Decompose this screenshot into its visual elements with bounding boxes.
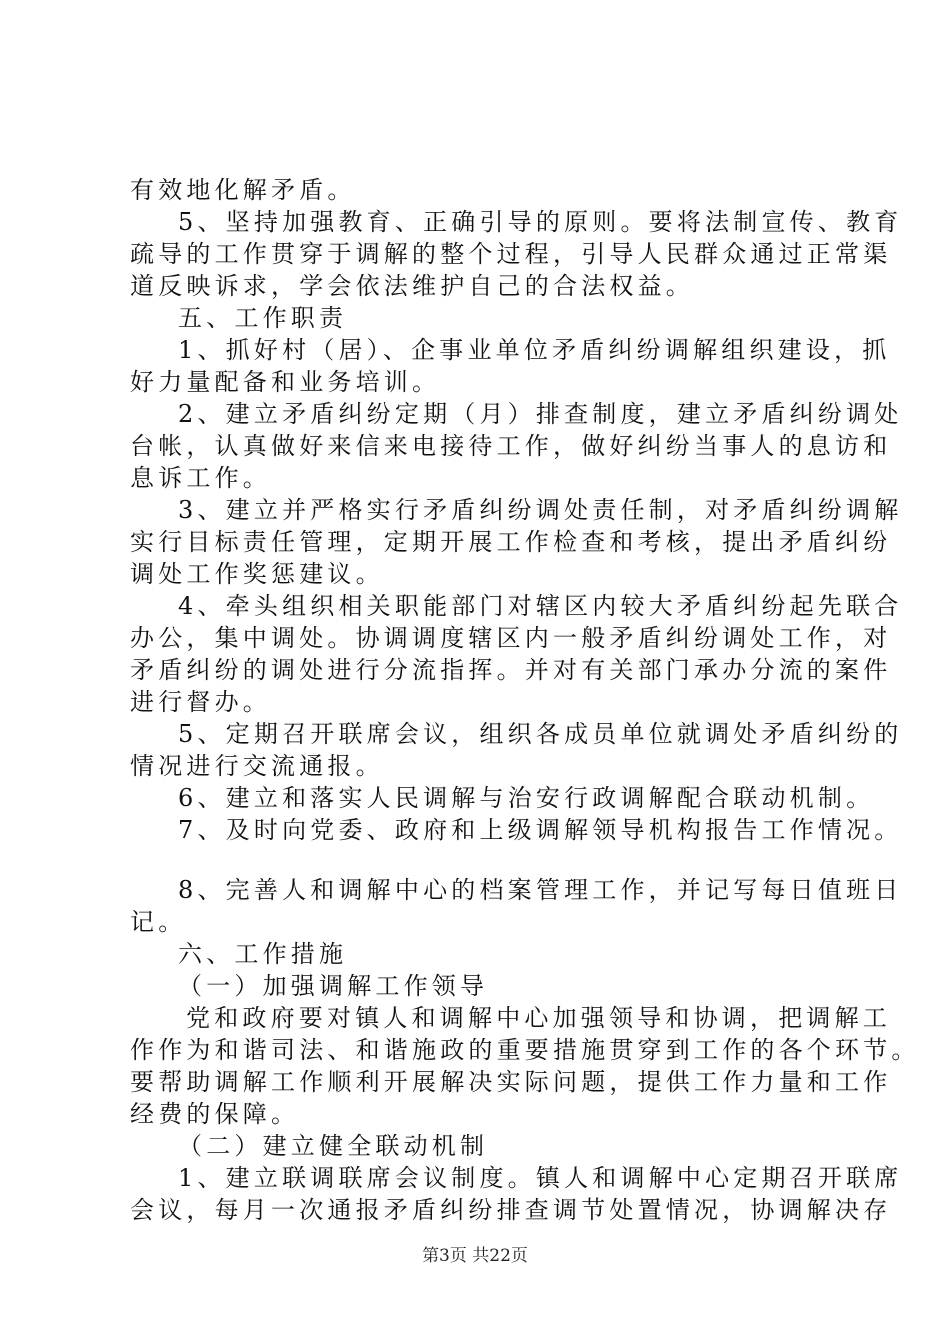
section-heading: 五、工作职责 bbox=[178, 304, 348, 332]
text-line: 矛盾纠纷的调处进行分流指挥。并对有关部门承办分流的案件 bbox=[130, 656, 892, 684]
section-heading: 六、工作措施 bbox=[178, 940, 348, 968]
text-line: 台帐，认真做好来信来电接待工作，做好纠纷当事人的息访和 bbox=[130, 432, 892, 460]
text-line: 疏导的工作贯穿于调解的整个过程，引导人民群众通过正常渠 bbox=[130, 240, 892, 268]
text-line: 作作为和谐司法、和谐施政的重要措施贯穿到工作的各个环节。 bbox=[130, 1036, 920, 1064]
text-line: 道反映诉求，学会依法维护自己的合法权益。 bbox=[130, 272, 694, 300]
text-line: 4、牵头组织相关职能部门对辖区内较大矛盾纠纷起先联合 bbox=[178, 592, 903, 620]
text-line: 调处工作奖惩建议。 bbox=[130, 560, 384, 588]
text-line: 息诉工作。 bbox=[130, 464, 271, 492]
subsection-heading: （二）建立健全联动机制 bbox=[178, 1132, 489, 1160]
subsection-heading: （一）加强调解工作领导 bbox=[178, 972, 489, 1000]
page-number-footer: 第3页 共22页 bbox=[422, 1246, 528, 1266]
text-line: 进行督办。 bbox=[130, 688, 271, 716]
text-line: 情况进行交流通报。 bbox=[130, 752, 384, 780]
text-line: 党和政府要对镇人和调解中心加强领导和协调，把调解工 bbox=[186, 1004, 891, 1032]
text-line: 5、定期召开联席会议，组织各成员单位就调处矛盾纠纷的 bbox=[178, 720, 903, 748]
text-line: 2、建立矛盾纠纷定期（月）排查制度，建立矛盾纠纷调处 bbox=[178, 400, 903, 428]
text-line: 1、建立联调联席会议制度。镇人和调解中心定期召开联席 bbox=[178, 1164, 903, 1192]
text-line: 1、抓好村（居）、企事业单位矛盾纠纷调解组织建设，抓 bbox=[178, 336, 891, 364]
text-line: 8、完善人和调解中心的档案管理工作，并记写每日值班日 bbox=[178, 876, 903, 904]
text-line: 经费的保障。 bbox=[130, 1100, 300, 1128]
text-line: 3、建立并严格实行矛盾纠纷调处责任制，对矛盾纠纷调解 bbox=[178, 496, 903, 524]
text-line: 会议，每月一次通报矛盾纠纷排查调节处置情况，协调解决存 bbox=[130, 1196, 892, 1224]
text-line: 办公，集中调处。协调调度辖区内一般矛盾纠纷调处工作，对 bbox=[130, 624, 892, 652]
text-line: 7、及时向党委、政府和上级调解领导机构报告工作情况。 bbox=[178, 816, 903, 844]
text-line: 好力量配备和业务培训。 bbox=[130, 368, 441, 396]
text-line: 记。 bbox=[130, 908, 187, 936]
text-line: 要帮助调解工作顺利开展解决实际问题，提供工作力量和工作 bbox=[130, 1068, 892, 1096]
text-line: 5、坚持加强教育、正确引导的原则。要将法制宣传、教育 bbox=[178, 208, 903, 236]
text-line: 6、建立和落实人民调解与治安行政调解配合联动机制。 bbox=[178, 784, 875, 812]
text-line: 实行目标责任管理，定期开展工作检查和考核，提出矛盾纠纷 bbox=[130, 528, 892, 556]
text-line: 有效地化解矛盾。 bbox=[130, 176, 356, 204]
